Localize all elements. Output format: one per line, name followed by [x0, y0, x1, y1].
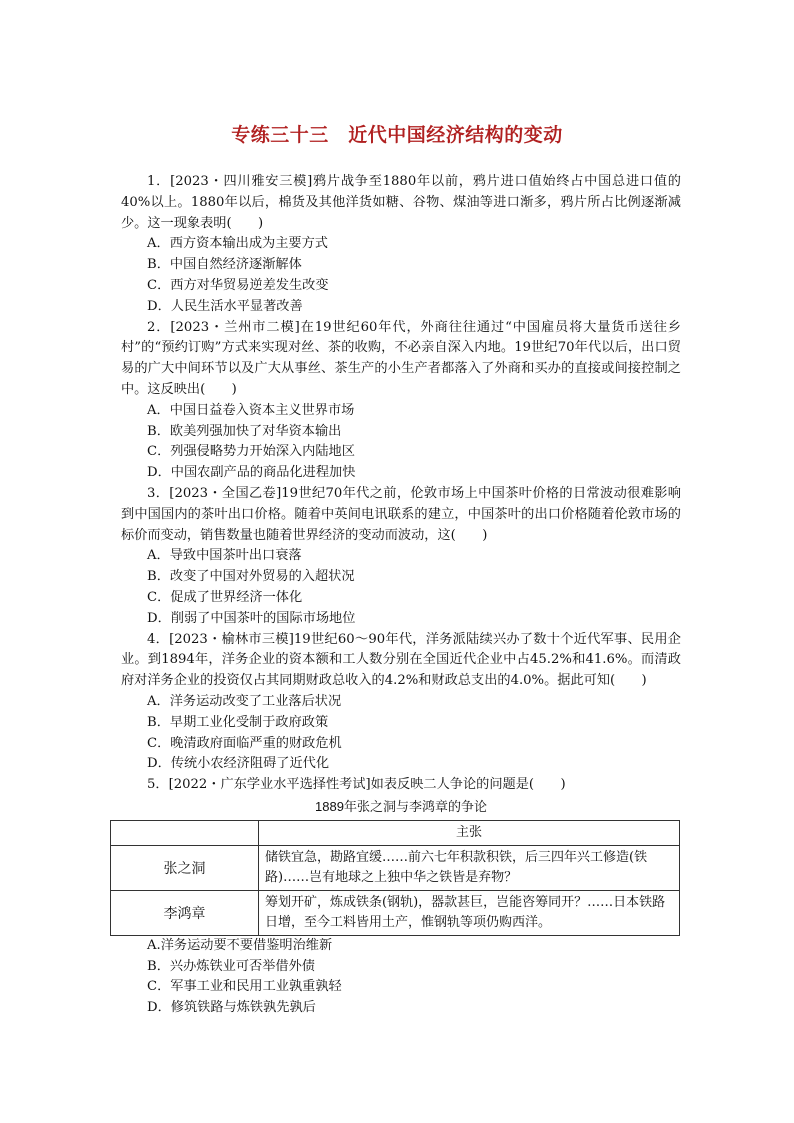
option-d: D．传统小农经济阻碍了近代化	[147, 756, 330, 772]
option-a: A.洋务运动要不要借鉴明治维新	[147, 937, 333, 953]
person-name: 李鸿章	[111, 890, 259, 935]
question-3	[121, 484, 681, 630]
question-stem: 2．[2023・兰州市二模]在19世纪60年代，外商往往通过“中国雇员将大量货币送往乡村”的“预约订购”方式来实现对丝、茶的收购，不必亲自深入内地。19世纪70年代以后，出口贸易的广大中间环节以及广大从事丝、茶生产的小生产者都落入了外商和买办的直接或间接控制之中。这反映出( )	[121, 319, 681, 397]
option-b: B．改变了中国对外贸易的入超状况	[147, 569, 355, 585]
option-d: D．人民生活水平显著改善	[147, 298, 303, 314]
person-claim: 储铁宜急，勘路宜缓……前六七年积款积铁，后三四年兴工修造(铁路)……岂有地球之上独中华之铁皆是弃物？	[259, 845, 680, 890]
table-header-row	[111, 820, 680, 845]
option-a: A．导致中国茶叶出口衰落	[147, 548, 302, 564]
option-c: C．促成了世界经济一体化	[147, 589, 303, 605]
question-stem: 4．[2023・榆林市三模]19世纪60～90年代，洋务派陆续兴办了数十个近代军事、民用企业。到1894年，洋务企业的资本额和工人数分别在全国近代企业中占45.2%和41.6%。而清政府对洋务企业的投资仅占其同期财政总收入的4.2%和财政总支出的4.0%。据此可知( )	[121, 631, 681, 689]
page-title: 专练三十三 近代中国经济结构的变动	[231, 124, 563, 146]
question-stem: 1．[2023・四川雅安三模]鸦片战争至1880年以前，鸦片进口值始终占中国总进口值的40%以上。1880年以后，棉货及其他洋货如糖、谷物、煤油等进口渐多，鸦片所占比例逐渐减少。这一现象表明( )	[121, 174, 681, 231]
table-header-left	[111, 820, 259, 845]
option-b: B．中国自然经济逐渐解体	[147, 257, 302, 273]
table-row	[111, 890, 680, 935]
option-c: C．列强侵略势力开始深入内陆地区	[147, 444, 355, 460]
option-a: A．中国日益卷入资本主义世界市场	[147, 402, 355, 418]
option-c: C．西方对华贸易逆差发生改变	[147, 277, 329, 293]
person-name: 张之洞	[111, 845, 259, 890]
question-5	[121, 775, 681, 1019]
option-d: D．中国农副产品的商品化进程加快	[147, 465, 356, 481]
table-header-right: 主张	[259, 820, 680, 845]
option-d: D．修筑铁路与炼铁孰先孰后	[147, 1000, 316, 1016]
option-a: A．西方资本输出成为主要方式	[147, 236, 328, 252]
option-c: C．晚清政府面临严重的财政危机	[147, 735, 342, 751]
option-b: B．早期工业化受制于政府政策	[147, 714, 329, 730]
debate-table	[110, 820, 680, 936]
question-4	[121, 630, 681, 776]
option-b: B．欧美列强加快了对华资本输出	[147, 423, 342, 439]
option-c: C．军事工业和民用工业孰重孰轻	[147, 979, 342, 995]
question-stem: 5．[2022・广东学业水平选择性考试]如表反映二人争论的问题是( )	[147, 777, 566, 793]
option-b: B．兴办炼铁业可否举借外债	[147, 958, 315, 974]
option-a: A．洋务运动改变了工业落后状况	[147, 693, 342, 709]
table-row	[111, 845, 680, 890]
question-stem: 3．[2023・全国乙卷]19世纪70年代之前，伦敦市场上中国茶叶价格的日常波动很难影响到中国国内的茶叶出口价格。随着中英间电讯联系的建立，中国茶叶的出口价格随着伦敦市场的标价而变动，销售数量也随着世界经济的变动而波动，这( )	[121, 485, 681, 543]
person-claim: 筹划开矿，炼成铁条(钢轨)，器款甚巨，岂能咨筹同开？……日本铁路日增，至今工料皆用土产，惟钢轨等项仍购西洋。	[259, 890, 680, 935]
question-list	[121, 172, 681, 1019]
option-d: D．削弱了中国茶叶的国际市场地位	[147, 610, 356, 626]
question-2	[121, 318, 681, 484]
table-caption: 1889年张之洞与李鸿章的争论	[315, 798, 487, 814]
question-1	[121, 172, 681, 318]
